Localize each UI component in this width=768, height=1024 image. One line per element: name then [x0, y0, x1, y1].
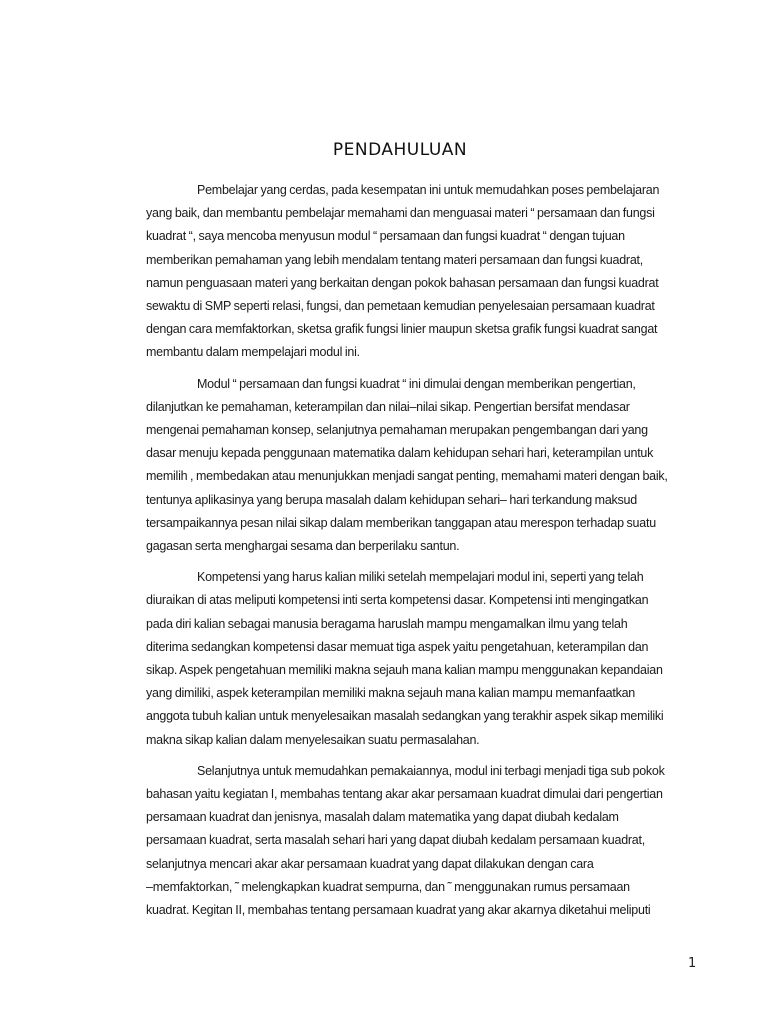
text-line: persamaan kuadrat dan jenisnya, masalah dalam matematika yang dapat diubah kedalam: [146, 810, 619, 825]
text-line: yang dimiliki, aspek keterampilan memiliki makna sejauh mana kalian mampu memanfaatkan: [146, 686, 636, 701]
text-line: yang baik, dan membantu pembelajar memahami dan menguasai materi “ persamaan dan fungsi: [146, 206, 655, 221]
text-line: tersampaikannya pesan nilai sikap dalam memberikan tanggapan atau merespon terhadap suatu: [146, 515, 656, 530]
text-line: persamaan kuadrat, serta masalah sehari hari yang dapat diubah kedalam persamaan kuadrat,: [146, 833, 645, 848]
text-line: kuadrat “, saya mencoba menyusun modul “ persamaan dan fungsi kuadrat “ dengan tujuan: [146, 229, 625, 244]
text-line: kuadrat. Kegitan II, membahas tentang persamaan kuadrat yang akar akarnya diketahui meliputi: [146, 903, 651, 918]
page-number: 1: [688, 956, 697, 971]
text-line: mengenai pemahaman konsep, selanjutnya pemahaman merupakan pengembangan dari yang: [146, 423, 648, 438]
text-line: gagasan serta menghargai sesama dan berperilaku santun.: [146, 539, 460, 554]
text-line: diterima sedangkan kompetensi dasar memuat tiga aspek yaitu pengetahuan, keterampilan dan: [146, 639, 649, 654]
text-line: dengan cara memfaktorkan, sketsa grafik fungsi linier maupun sketsa grafik fungsi kuadrat sangat: [146, 322, 658, 337]
paragraph-competencies: [146, 566, 666, 752]
text-line: ‒memfaktorkan, ˜ melengkapkan kuadrat sempurna, dan ˜ menggunakan rumus persamaan: [146, 879, 630, 894]
page-title: PENDAHULUAN: [332, 140, 468, 160]
text-line: Kompetensi yang harus kalian miliki setelah mempelajari modul ini, seperti yang telah: [197, 570, 644, 585]
text-line: pada diri kalian sebagai manusia beragama haruslah mampu mengamalkan ilmu yang telah: [146, 616, 628, 631]
text-line: selanjutnya mencari akar akar persamaan kuadrat yang dapat dilakukan dengan cara: [146, 856, 594, 871]
text-line: sewaktu di SMP seperti relasi, fungsi, dan pemetaan kemudian penyelesaian persamaan kuadrat: [146, 299, 655, 314]
text-line: dasar menuju kepada penggunaan matematika dalam kehidupan sehari hari, keterampilan untuk: [146, 446, 654, 461]
text-line: memilih , membedakan atau menunjukkan menjadi sangat penting, memahami materi dengan baik,: [146, 469, 668, 484]
text-line: anggota tubuh kalian untuk menyelesaikan masalah sedangkan yang terakhir aspek sikap memiliki: [146, 709, 664, 724]
text-line: Selanjutnya untuk memudahkan pemakaiannya, modul ini terbagi menjadi tiga sub pokok: [197, 763, 665, 778]
text-line: sikap. Aspek pengetahuan memiliki makna sejauh mana kalian mampu menggunakan kepandaian: [146, 663, 663, 678]
text-line: makna sikap kalian dalam menyelesaikan suatu permasalahan.: [146, 732, 480, 747]
text-line: membantu dalam mempelajari modul ini.: [146, 345, 360, 360]
text-line: namun penguasaan materi yang berkaitan dengan pokok bahasan persamaan dan fungsi kuadrat: [146, 275, 659, 290]
paragraph-module-structure: [146, 760, 666, 922]
text-line: Pembelajar yang cerdas, pada kesempatan ini untuk memudahkan poses pembelajaran: [197, 183, 660, 197]
text-line: memberikan pemahaman yang lebih mendalam tentang materi persamaan dan fungsi kuadrat,: [146, 252, 643, 267]
paragraph-introduction: [146, 179, 666, 365]
text-line: diuraikan di atas meliputi kompetensi inti serta kompetensi dasar. Kompetensi inti mengingatkan: [146, 593, 649, 608]
text-line: dilanjutkan ke pemahaman, keterampilan dan nilai–nilai sikap. Pengertian bersifat mendasar: [146, 399, 630, 414]
text-line: bahasan yaitu kegiatan I, membahas tentang akar akar persamaan kuadrat dimulai dari pengertian: [146, 787, 663, 802]
text-line: Modul “ persamaan dan fungsi kuadrat “ ini dimulai dengan memberikan pengertian,: [197, 376, 636, 391]
document-body: [146, 179, 666, 930]
paragraph-module-overview: [146, 373, 666, 559]
text-line: tentunya aplikasinya yang berupa masalah dalam kehidupan sehari– hari terkandung maksud: [146, 492, 637, 507]
